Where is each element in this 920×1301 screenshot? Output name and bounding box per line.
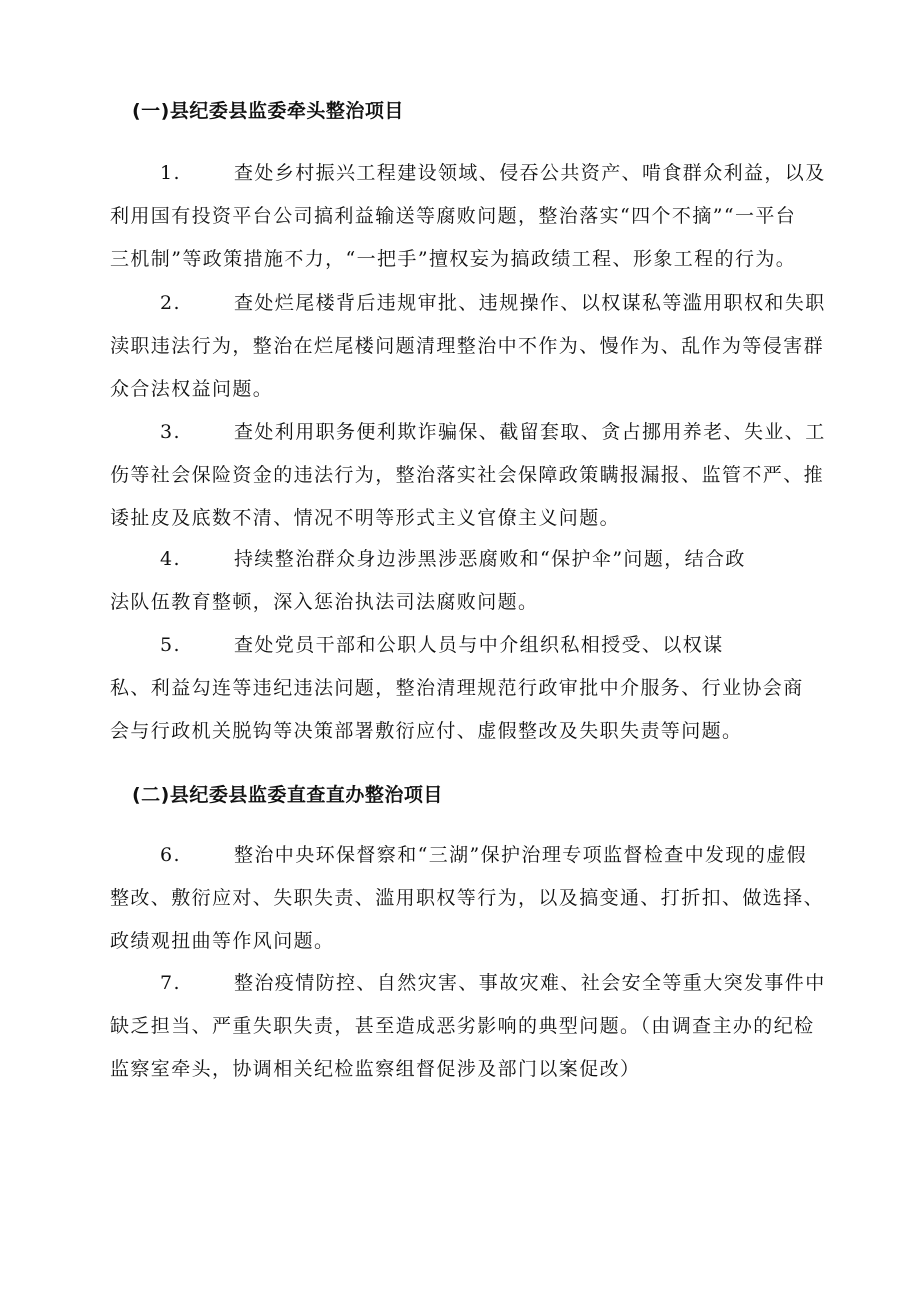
list-item-number: 6. [160,844,181,866]
list-item-3-line-1 [110,411,862,454]
list-item-text: 查处党员干部和公职人员与中介组织私相授受、以权谋 [234,634,724,656]
list-item-text: 查处利用职务便利欺诈骗保、截留套取、贪占挪用养老、失业、工 [234,421,826,443]
list-item-6 [110,834,862,963]
list-item-7-line-3: 监察室牵头，协调相关纪检监察组督促涉及部门以案促改） [110,1058,641,1080]
list-item-4-line-2: 法队伍教育整顿，深入惩治执法司法腐败问题。 [110,591,539,613]
list-item-7-line-1 [110,962,862,1005]
list-item-number: 5. [160,634,181,656]
list-item-5 [110,624,862,753]
list-item-5-line-2: 私、利益勾连等违纪违法问题，整治清理规范行政审批中介服务、行业协会商 [110,677,804,699]
list-item-2-line-3: 众合法权益问题。 [110,378,274,400]
section-heading-1: (一)县纪委县监委牵头整治项目 [132,100,404,122]
list-item-text: 整治中央环保督察和“三湖”保护治理专项监督检查中发现的虚假 [234,844,808,866]
list-item-4 [110,538,862,624]
list-item-7 [110,962,862,1091]
list-item-number: 2. [160,292,181,314]
list-item-text: 查处烂尾楼背后违规审批、违规操作、以权谋私等滥用职权和失职 [234,292,826,314]
list-item-2-line-1 [110,282,862,325]
list-item-3 [110,411,862,540]
list-item-text: 整治疫情防控、自然灾害、事故灾难、社会安全等重大突发事件中 [234,972,826,994]
list-item-number: 3. [160,421,181,443]
list-item-5-line-1 [110,624,862,667]
list-item-6-line-1 [110,834,862,877]
section-heading-2: (二)县纪委县监委直查直办整治项目 [132,784,443,806]
list-item-4-line-1 [110,538,862,581]
list-item-text: 查处乡村振兴工程建设领域、侵吞公共资产、啃食群众利益，以及 [234,162,826,184]
list-item-1-line-2: 利用国有投资平台公司搞利益输送等腐败问题，整治落实“四个不摘”“一平台 [110,205,797,227]
list-item-number: 7. [160,972,181,994]
list-item-number: 1. [160,162,181,184]
list-item-2-line-2: 渎职违法行为，整治在烂尾楼问题清理整治中不作为、慢作为、乱作为等侵害群 [110,335,825,357]
list-item-6-line-2: 整改、敷衍应对、失职失责、滥用职权等行为，以及搞变通、打折扣、做选择、 [110,887,825,909]
list-item-text: 持续整治群众身边涉黑涉恶腐败和“保护伞”问题，结合政 [234,548,746,570]
list-item-6-line-3: 政绩观扭曲等作风问题。 [110,930,335,952]
list-item-number: 4. [160,548,181,570]
list-item-1 [110,152,862,281]
list-item-3-line-2: 伤等社会保险资金的违法行为，整治落实社会保障政策瞒报漏报、监管不严、推 [110,464,825,486]
list-item-7-line-2: 缺乏担当、严重失职失责，甚至造成恶劣影响的典型问题。（由调查主办的纪检 [110,1015,815,1037]
list-item-5-line-3: 会与行政机关脱钩等决策部署敷衍应付、虚假整改及失职失责等问题。 [110,720,743,742]
list-item-1-line-1 [110,152,862,195]
list-item-3-line-3: 诿扯皮及底数不清、情况不明等形式主义官僚主义问题。 [110,507,621,529]
list-item-2 [110,282,862,411]
list-item-1-line-3: 三机制”等政策措施不力，“一把手”擅权妄为搞政绩工程、形象工程的行为。 [110,248,797,270]
